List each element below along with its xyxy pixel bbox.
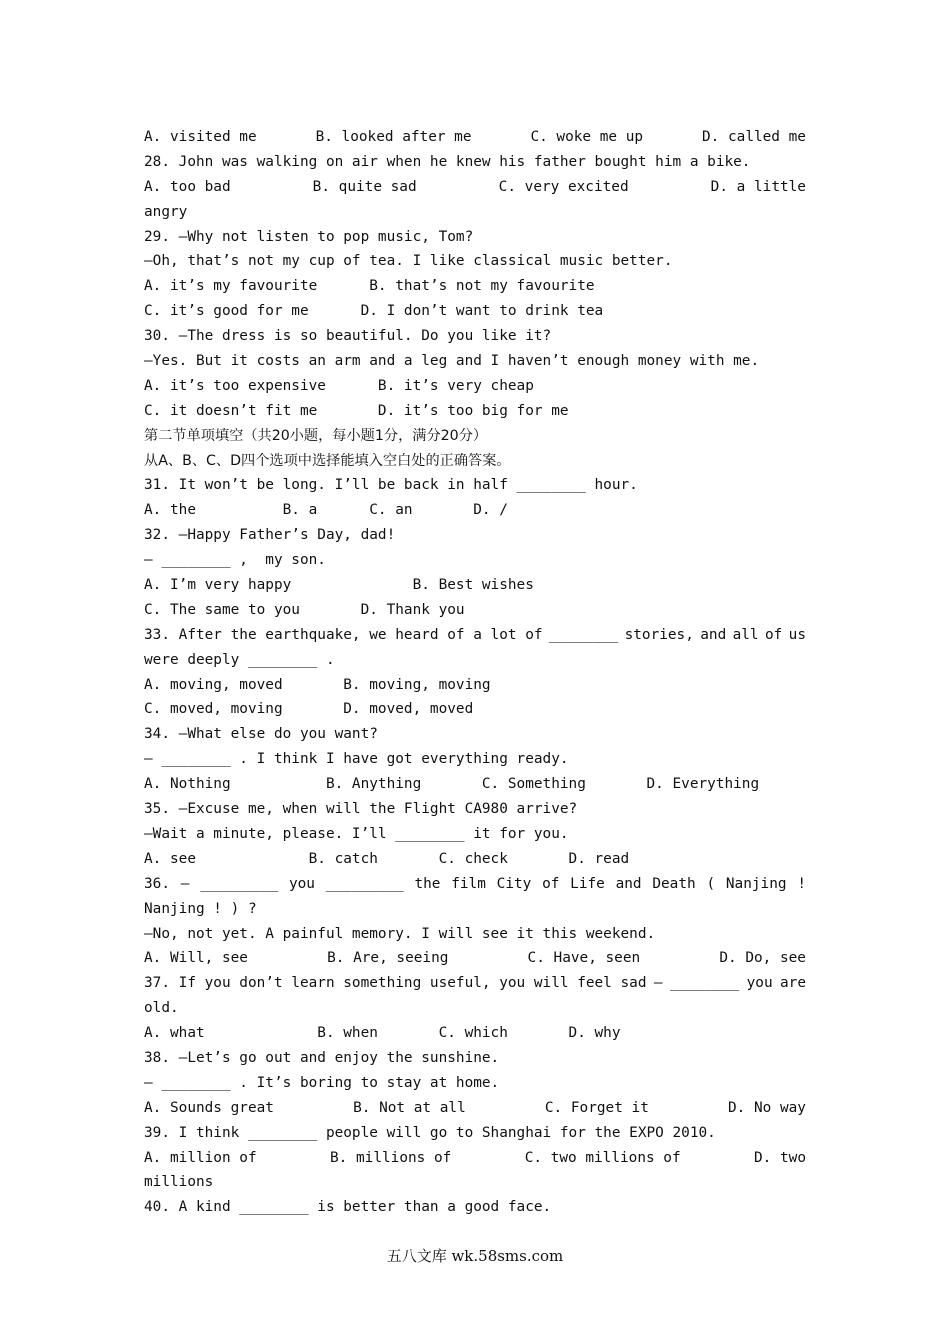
text-segment: 37. If you don’t learn something useful, you will feel sad [144, 975, 647, 992]
text-segment: Life [570, 875, 605, 892]
text-segment: A. visited me [144, 129, 257, 145]
document-body [144, 125, 806, 1220]
text-segment: B. looked after me [315, 129, 472, 145]
text-line: — ________ . I think I have got everything ready. [144, 751, 569, 768]
text-segment: D. two [754, 1149, 806, 1166]
text-segment: C. Forget it [544, 1099, 649, 1116]
text-line: A. Nothing B. Anything C. Something D. Everything [144, 776, 760, 793]
text-segment: B. millions of [330, 1149, 452, 1166]
text-line [144, 1096, 806, 1121]
text-segment: Death [652, 875, 696, 892]
text-line: — ________ , my son. [144, 552, 326, 569]
text-line [144, 125, 806, 150]
text-segment: A. million of [144, 1149, 257, 1166]
text-segment: C. Have, seen [527, 950, 641, 967]
text-line: 29. —Why not listen to pop music, Tom? [144, 228, 474, 245]
text-segment: B. Are, seeing [327, 950, 449, 967]
text-line: 从A、B、C、D四个选项中选择能填入空白处的正确答案。 [144, 452, 511, 469]
text-line: 34. —What else do you want? [144, 726, 378, 743]
text-segment: D. Do, see [719, 950, 806, 967]
text-line: were deeply ________ . [144, 651, 335, 668]
text-line [144, 872, 806, 897]
text-line: A. what B. when C. which D. why [144, 1025, 621, 1042]
text-line: old. [144, 1000, 179, 1017]
text-segment: — [180, 875, 190, 892]
text-line: —No, not yet. A painful memory. I will see it this weekend. [144, 925, 656, 942]
text-segment: and [615, 875, 642, 892]
text-segment: _________ [325, 875, 404, 892]
text-segment: A. Sounds great [144, 1099, 274, 1116]
text-line: C. moved, moving D. moved, moved [144, 701, 474, 718]
text-line: 28. John was walking on air when he knew his father bought him a bike. [144, 153, 751, 170]
text-segment: D. called me [702, 129, 806, 145]
text-line [144, 1146, 806, 1171]
text-segment: C. woke me up [530, 129, 644, 145]
text-segment: are [780, 975, 806, 992]
text-segment: C. very excited [498, 178, 629, 195]
text-line: 第二节单项填空（共20小题，每小题1分，满分20分） [144, 427, 488, 444]
text-segment: B. quite sad [312, 178, 417, 195]
text-segment: of [542, 875, 560, 892]
text-line: —Wait a minute, please. I’ll ________ it for you. [144, 825, 569, 842]
text-line: A. it’s too expensive B. it’s very cheap [144, 377, 534, 394]
text-line: A. moving, moved B. moving, moving [144, 676, 491, 693]
text-segment: you [288, 875, 315, 892]
text-line: A. I’m very happy B. Best wishes [144, 577, 534, 594]
text-segment: ! [797, 875, 806, 892]
text-line: Nanjing ! ) ? [144, 900, 257, 917]
text-line: 40. A kind ________ is better than a good face. [144, 1199, 552, 1216]
text-line: millions [144, 1174, 214, 1191]
text-segment: A. too bad [144, 178, 231, 195]
text-line: C. The same to you D. Thank you [144, 601, 465, 618]
text-segment: ( [706, 875, 716, 892]
text-segment: A. Will, see [144, 950, 248, 967]
text-segment: of [764, 626, 783, 643]
text-line: A. see B. catch C. check D. read [144, 850, 630, 867]
text-line: C. it doesn’t fit me D. it’s too big for me [144, 402, 569, 419]
text-line [144, 175, 806, 200]
text-line: A. it’s my favourite B. that’s not my favourite [144, 278, 595, 295]
text-segment: C. two millions of [524, 1149, 681, 1166]
text-segment: the [414, 875, 441, 892]
text-line: 38. —Let’s go out and enjoy the sunshine. [144, 1049, 500, 1066]
text-segment: _________ [200, 875, 279, 892]
text-line: 35. —Excuse me, when will the Flight CA980 arrive? [144, 801, 578, 818]
text-line: 32. —Happy Father’s Day, dad! [144, 527, 396, 544]
text-line: 30. —The dress is so beautiful. Do you like it? [144, 328, 552, 345]
text-line: C. it’s good for me D. I don’t want to drink tea [144, 303, 604, 320]
text-segment: B. Not at all [353, 1099, 466, 1116]
text-segment: ________ [669, 975, 740, 992]
text-line: A. the B. a C. an D. / [144, 502, 508, 519]
text-line: 39. I think ________ people will go to Shanghai for the EXPO 2010. [144, 1124, 716, 1141]
text-line: —Yes. But it costs an arm and a leg and I haven’t enough money with me. [144, 353, 760, 370]
text-line [144, 971, 806, 996]
text-line [144, 946, 806, 971]
text-segment: us [788, 626, 806, 643]
text-line: —Oh, that’s not my cup of tea. I like classical music better. [144, 253, 673, 270]
page-footer: 五八文库 wk.58sms.com [386, 1247, 564, 1265]
text-segment: stories, [624, 626, 694, 643]
text-segment: and [700, 626, 727, 643]
text-segment: you [746, 975, 773, 992]
text-segment: – [653, 975, 663, 992]
text-segment: 33. After the earthquake, we heard of a lot of [144, 626, 543, 643]
text-segment: City [496, 875, 532, 892]
text-segment: film [451, 875, 486, 892]
text-line [144, 623, 806, 648]
text-segment: Nanjing [725, 875, 787, 892]
text-line: — ________ . It’s boring to stay at home. [144, 1074, 500, 1091]
text-segment: D. a little [710, 178, 806, 195]
text-line: angry [144, 203, 188, 220]
text-segment: ________ [548, 626, 619, 643]
text-line: 31. It won’t be long. I’ll be back in half ________ hour. [144, 477, 638, 494]
text-segment: all [732, 626, 759, 643]
text-segment: D. No way [728, 1099, 806, 1116]
text-segment: 36. [144, 875, 170, 892]
